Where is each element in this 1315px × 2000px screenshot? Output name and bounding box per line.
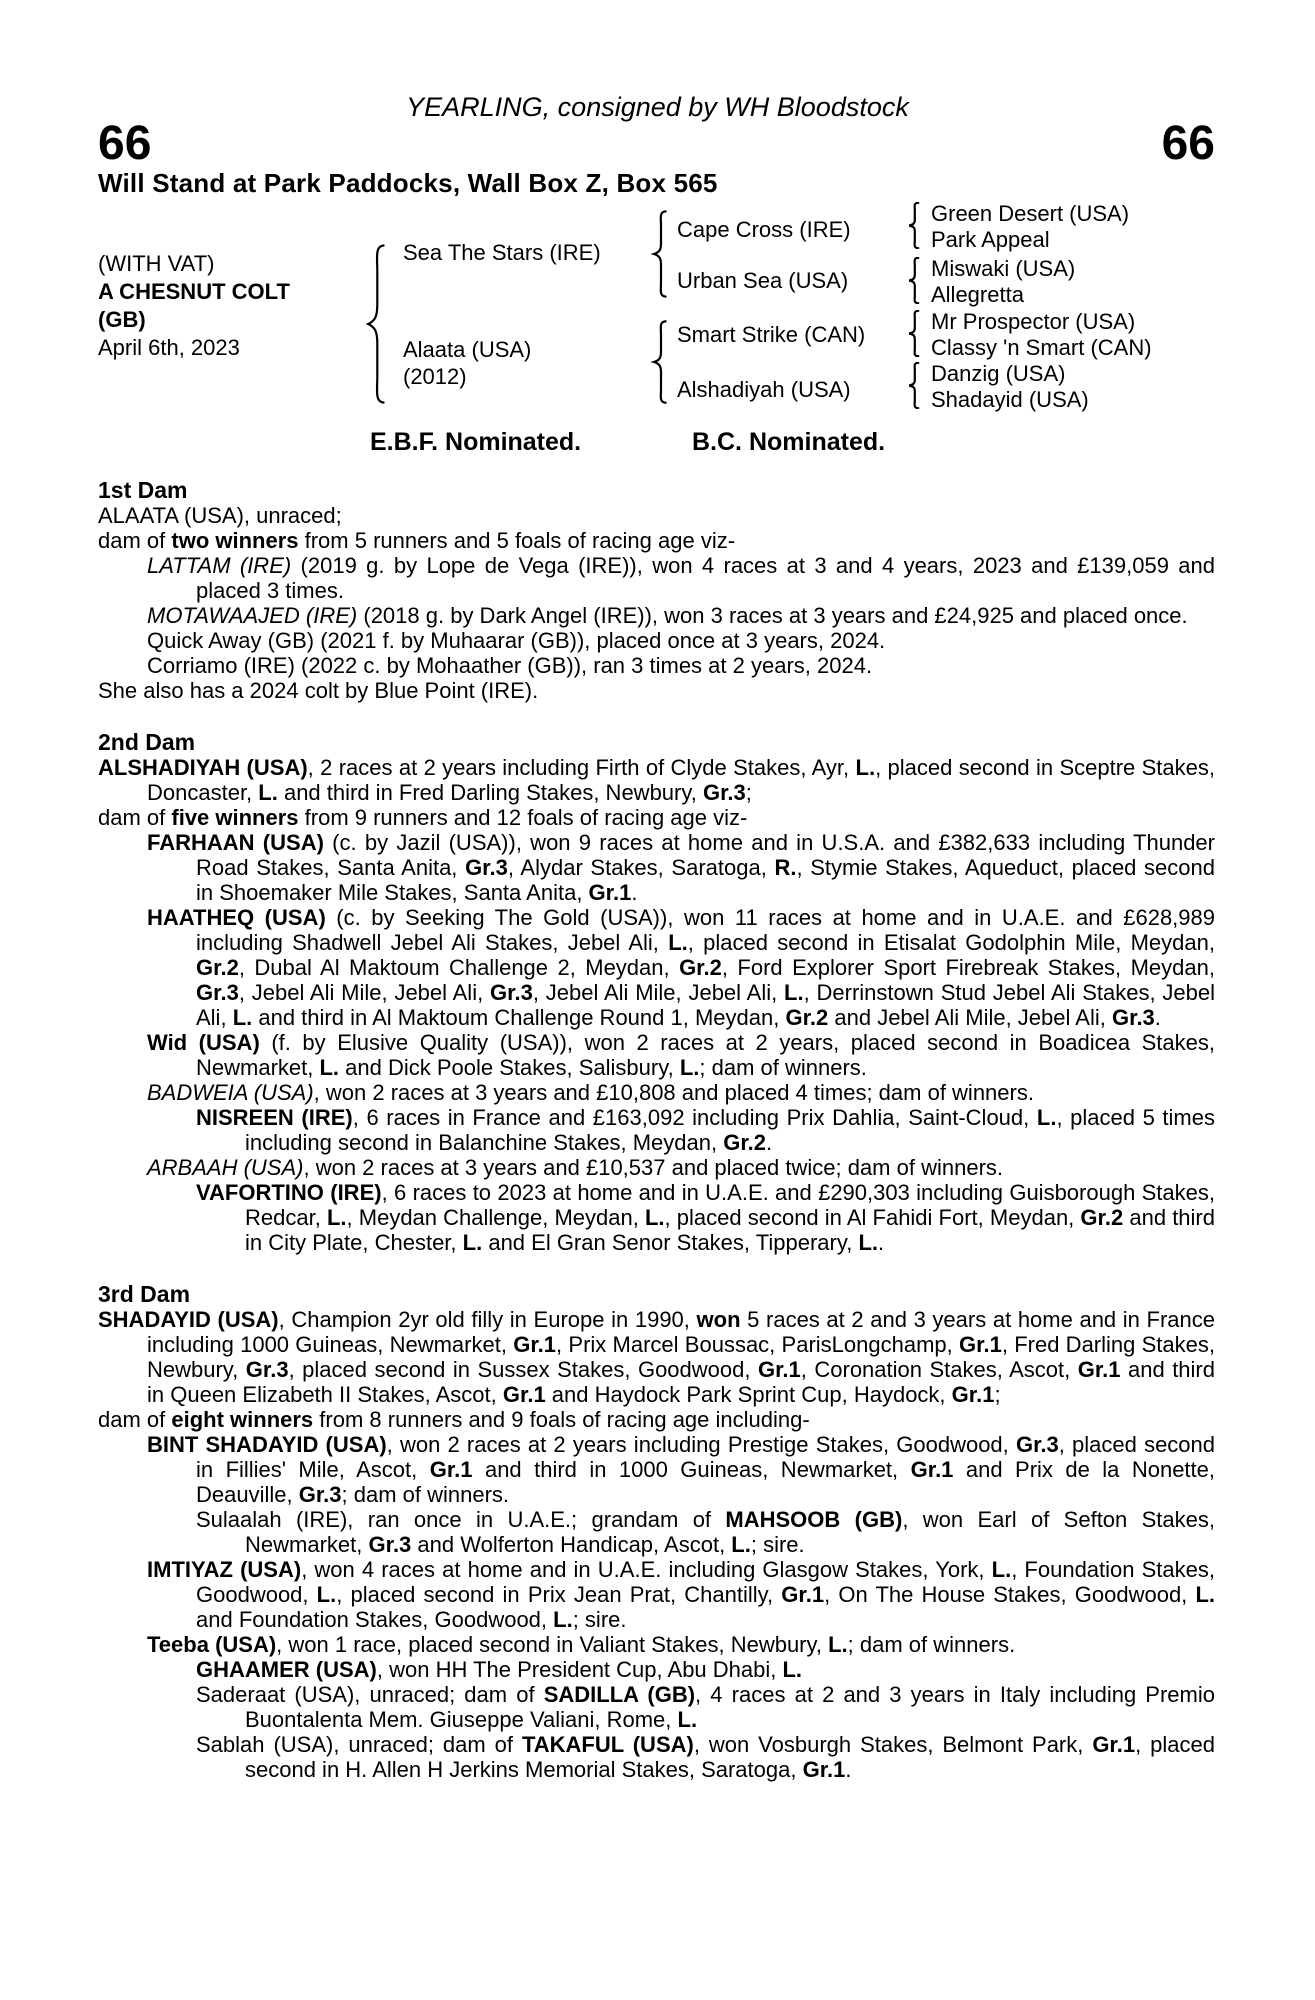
text-segment: GHAAMER (USA) bbox=[196, 1657, 377, 1682]
text-segment: , Fred Darling Stakes, Newbury, bbox=[147, 1332, 1215, 1382]
text-segment: L. bbox=[1195, 1582, 1215, 1607]
text-segment: , Jebel Ali Mile, Jebel Ali, bbox=[238, 980, 491, 1005]
text-segment: . bbox=[878, 1230, 885, 1255]
text-segment: L. bbox=[858, 1230, 879, 1255]
pedigree-paragraph bbox=[98, 1657, 1215, 1682]
text-segment: Saderaat (USA), unraced; dam of bbox=[196, 1682, 544, 1707]
text-segment: , Prix Marcel Boussac, ParisLongchamp, bbox=[556, 1332, 960, 1357]
text-segment: (f. by Elusive Quality (USA)), won 2 races at 2 years, placed second in Boadicea Stakes, Newmarket, bbox=[196, 1030, 1215, 1080]
sire-name: Sea The Stars (IRE) bbox=[403, 240, 601, 265]
pedigree-brace bbox=[363, 243, 389, 405]
text-segment: , placed second in Sussex Stakes, Goodwood, bbox=[288, 1357, 758, 1382]
dam-year: (2012) bbox=[403, 364, 467, 389]
text-segment: ; dam of winners. bbox=[341, 1482, 510, 1507]
text-segment: , won 1 race, placed second in Valiant Stakes, Newbury, bbox=[276, 1632, 829, 1657]
text-segment: L. bbox=[784, 980, 804, 1005]
text-segment: L. bbox=[731, 1532, 751, 1557]
stand-location-line: Will Stand at Park Paddocks, Wall Box Z, Box 565 bbox=[98, 168, 718, 198]
text-segment: L. bbox=[232, 1005, 253, 1030]
lot-number-right: 66 bbox=[1161, 117, 1215, 170]
text-segment: L. bbox=[462, 1230, 483, 1255]
text-segment: from 8 runners and 9 foals of racing age including- bbox=[313, 1407, 810, 1432]
pedigree-paragraph bbox=[98, 553, 1215, 603]
pedigree-brace bbox=[906, 202, 922, 249]
text-segment: Sablah (USA), unraced; dam of bbox=[196, 1732, 522, 1757]
great-grandparent-pair bbox=[931, 361, 1089, 413]
text-segment: ALAATA (USA), unraced; bbox=[98, 503, 342, 528]
pedigree-paragraph bbox=[98, 503, 1215, 528]
text-segment: L. bbox=[316, 1582, 337, 1607]
great-grandparent-name: Miswaki (USA) bbox=[931, 256, 1076, 281]
text-segment: L. bbox=[258, 780, 278, 805]
subject-block bbox=[98, 250, 290, 362]
great-grandparent-pair bbox=[931, 256, 1075, 308]
text-segment: . bbox=[845, 1757, 852, 1782]
great-grandparent-name: Park Appeal bbox=[931, 227, 1050, 252]
pedigree-paragraph bbox=[98, 1432, 1215, 1507]
pedigree-paragraph bbox=[98, 1180, 1215, 1255]
text-segment: and Wolferton Handicap, Ascot, bbox=[411, 1532, 732, 1557]
lot-number-left: 66 bbox=[98, 117, 152, 170]
grandparent-name: Cape Cross (IRE) bbox=[677, 217, 851, 242]
text-segment: , Foundation Stakes, Goodwood, bbox=[196, 1557, 1215, 1607]
text-segment: and third in Al Maktoum Challenge Round 1, Meydan, bbox=[252, 1005, 786, 1030]
great-grandparent-name: Classy 'n Smart (CAN) bbox=[931, 335, 1152, 360]
text-segment: , won HH The President Cup, Abu Dhabi, bbox=[376, 1657, 783, 1682]
text-segment: won bbox=[696, 1307, 741, 1332]
text-segment: Gr.3 bbox=[245, 1357, 289, 1382]
great-grandparent-pair bbox=[931, 201, 1129, 253]
text-segment: L. bbox=[782, 1657, 803, 1682]
text-segment: Gr.1 bbox=[588, 880, 632, 905]
subject-suffix: (GB) bbox=[98, 307, 146, 332]
page-title: YEARLING, consigned by WH Bloodstock bbox=[406, 92, 909, 122]
text-segment: , placed second in Sceptre Stakes, Doncaster, bbox=[147, 755, 1216, 805]
vat-line: (WITH VAT) bbox=[98, 251, 215, 276]
pedigree-paragraph bbox=[98, 1080, 1215, 1105]
text-segment: (c. by Seeking The Gold (USA)), won 11 races at home and in U.A.E. and £628,989 including Shadwell Jebel Ali Stakes, Jebel Ali, bbox=[196, 905, 1215, 955]
pedigree-paragraph bbox=[98, 628, 1215, 653]
text-segment: HAATHEQ (USA) bbox=[147, 905, 326, 930]
text-segment: two winners bbox=[171, 528, 299, 553]
text-segment: Gr.1 bbox=[959, 1332, 1002, 1357]
text-segment: and Jebel Ali Mile, Jebel Ali, bbox=[828, 1005, 1112, 1030]
text-segment: and Dick Poole Stakes, Salisbury, bbox=[339, 1055, 680, 1080]
text-segment: , won 2 races at 3 years and £10,808 and placed 4 times; dam of winners. bbox=[313, 1080, 1034, 1105]
text-segment: Gr.2 bbox=[1080, 1205, 1124, 1230]
text-segment: , 6 races in France and £163,092 including Prix Dahlia, Saint-Cloud, bbox=[352, 1105, 1037, 1130]
text-segment: , 4 races at 2 and 3 years in Italy including Premio Buontalenta Mem. Giuseppe Valiani, Rome, bbox=[245, 1682, 1215, 1732]
text-segment: , placed second in Fillies' Mile, Ascot, bbox=[196, 1432, 1216, 1482]
text-segment: Gr.3 bbox=[196, 980, 239, 1005]
text-segment: , placed second in Etisalat Godolphin Mile, Meydan, bbox=[687, 930, 1215, 955]
great-grandparent-name: Allegretta bbox=[931, 282, 1024, 307]
text-segment: Gr.1 bbox=[1092, 1732, 1136, 1757]
text-segment: Wid (USA) bbox=[147, 1030, 260, 1055]
text-segment: SHADAYID (USA) bbox=[98, 1307, 279, 1332]
dam-section-heading: 2nd Dam bbox=[98, 729, 196, 755]
text-segment: from 9 runners and 12 foals of racing age viz- bbox=[298, 805, 748, 830]
pedigree-paragraph bbox=[98, 1155, 1215, 1180]
text-segment: , placed second in Al Fahidi Fort, Meydan, bbox=[664, 1205, 1081, 1230]
text-segment: Gr.3 bbox=[702, 780, 746, 805]
pedigree-paragraph bbox=[98, 1030, 1215, 1080]
text-segment: Gr.3 bbox=[298, 1482, 342, 1507]
text-segment: dam of bbox=[98, 805, 172, 830]
text-segment: Gr.1 bbox=[502, 1382, 546, 1407]
pedigree-brace bbox=[650, 320, 670, 404]
text-segment: and El Gran Senor Stakes, Tipperary, bbox=[482, 1230, 859, 1255]
text-segment: TAKAFUL (USA) bbox=[521, 1732, 694, 1757]
great-grandparent-name: Green Desert (USA) bbox=[931, 201, 1130, 226]
text-segment: L. bbox=[991, 1557, 1012, 1582]
grandparent-name: Urban Sea (USA) bbox=[677, 268, 849, 293]
dam-sections bbox=[98, 478, 1215, 1782]
text-segment: eight winners bbox=[171, 1407, 314, 1432]
text-segment: MOTAWAAJED (IRE) bbox=[147, 603, 358, 628]
text-segment: Sulaalah (IRE), ran once in U.A.E.; grandam of bbox=[196, 1507, 726, 1532]
text-segment: (2019 g. by Lope de Vega (IRE)), won 4 races at 3 and 4 years, 2023 and £139,059 and placed 3 times. bbox=[196, 553, 1215, 603]
pedigree-paragraph bbox=[98, 1557, 1215, 1632]
pedigree-paragraph bbox=[98, 678, 1215, 703]
text-segment: Gr.2 bbox=[679, 955, 722, 980]
dam-section bbox=[98, 478, 1215, 703]
text-segment: L. bbox=[1036, 1105, 1057, 1130]
dam-name: Alaata (USA) bbox=[403, 337, 532, 362]
pedigree-paragraph bbox=[98, 653, 1215, 678]
text-segment: Gr.2 bbox=[723, 1130, 767, 1155]
text-segment: . bbox=[631, 880, 638, 905]
pedigree-paragraph bbox=[98, 1682, 1215, 1732]
text-segment: L. bbox=[326, 1205, 347, 1230]
text-segment: , Stymie Stakes, Aqueduct, placed second in Shoemaker Mile Stakes, Santa Anita, bbox=[196, 855, 1215, 905]
text-segment: , placed second in H. Allen H Jerkins Memorial Stakes, Saratoga, bbox=[245, 1732, 1216, 1782]
pedigree-paragraph bbox=[98, 755, 1215, 805]
text-segment: Gr.2 bbox=[785, 1005, 829, 1030]
great-grandparent-name: Mr Prospector (USA) bbox=[931, 309, 1136, 334]
text-segment: R. bbox=[774, 855, 797, 880]
text-segment: , won Earl of Sefton Stakes, Newmarket, bbox=[245, 1507, 1216, 1557]
ebf-nominated-label: E.B.F. Nominated. bbox=[370, 428, 582, 456]
pedigree-paragraph bbox=[98, 1105, 1215, 1155]
pedigree-paragraph bbox=[98, 1732, 1215, 1782]
text-segment: Gr.3 bbox=[1111, 1005, 1155, 1030]
text-segment: L. bbox=[679, 1055, 700, 1080]
pedigree-brace bbox=[906, 362, 922, 409]
text-segment: from 5 runners and 5 foals of racing age viz- bbox=[298, 528, 736, 553]
text-segment: Teeba (USA) bbox=[147, 1632, 277, 1657]
pedigree-paragraph bbox=[98, 905, 1215, 1030]
dam-section bbox=[98, 1282, 1215, 1782]
text-segment: ; bbox=[745, 780, 752, 805]
pedigree-paragraph bbox=[98, 1507, 1215, 1557]
text-segment: Gr.2 bbox=[196, 955, 239, 980]
text-segment: , won 2 races at 3 years and £10,537 and placed twice; dam of winners. bbox=[303, 1155, 1004, 1180]
dam-block bbox=[403, 336, 531, 390]
text-segment: ; dam of winners. bbox=[847, 1632, 1016, 1657]
text-segment: and third in 1000 Guineas, Newmarket, bbox=[472, 1457, 911, 1482]
text-segment: , 6 races to 2023 at home and in U.A.E. and £290,303 including Guisborough Stakes, Redcar, bbox=[245, 1180, 1216, 1230]
text-segment: Gr.3 bbox=[1015, 1432, 1059, 1457]
text-segment: Gr.3 bbox=[465, 855, 508, 880]
text-segment: MAHSOOB (GB) bbox=[725, 1507, 903, 1532]
text-segment: BINT SHADAYID (USA) bbox=[147, 1432, 387, 1457]
text-segment: Quick Away (GB) (2021 f. by Muhaarar (GB)), placed once at 3 years, 2024. bbox=[147, 628, 886, 653]
text-segment: , Champion 2yr old filly in Europe in 1990, bbox=[278, 1307, 697, 1332]
dam-section-heading: 1st Dam bbox=[98, 477, 188, 503]
dam-section-heading: 3rd Dam bbox=[98, 1281, 191, 1307]
text-segment: Gr.1 bbox=[802, 1757, 846, 1782]
pedigree-paragraph bbox=[98, 528, 1215, 553]
text-segment: . bbox=[1154, 1005, 1161, 1030]
text-segment: , won Vosburgh Stakes, Belmont Park, bbox=[693, 1732, 1093, 1757]
text-segment: L. bbox=[644, 1205, 665, 1230]
text-segment: SADILLA (GB) bbox=[543, 1682, 696, 1707]
text-segment: and third in Fred Darling Stakes, Newbury, bbox=[277, 780, 703, 805]
text-segment: Gr.1 bbox=[429, 1457, 473, 1482]
text-segment: ; bbox=[994, 1382, 1001, 1407]
text-segment: , placed second in Prix Jean Prat, Chantilly, bbox=[336, 1582, 782, 1607]
text-segment: 5 races at 2 and 3 years at home and in France including 1000 Guineas, Newmarket, bbox=[147, 1307, 1216, 1357]
text-segment: ALSHADIYAH (USA) bbox=[98, 755, 308, 780]
text-segment: dam of bbox=[98, 1407, 172, 1432]
text-segment: L. bbox=[668, 930, 688, 955]
subject-name: A CHESNUT COLT bbox=[98, 279, 290, 304]
text-segment: and third in City Plate, Chester, bbox=[245, 1205, 1215, 1255]
text-segment: Gr.3 bbox=[490, 980, 533, 1005]
text-segment: Gr.1 bbox=[781, 1582, 825, 1607]
text-segment: , placed 5 times including second in Balanchine Stakes, Meydan, bbox=[245, 1105, 1215, 1155]
text-segment: She also has a 2024 colt by Blue Point (IRE). bbox=[98, 678, 539, 703]
foaling-date: April 6th, 2023 bbox=[98, 335, 240, 360]
great-grandparent-pair bbox=[931, 309, 1152, 361]
text-segment: L. bbox=[855, 755, 876, 780]
text-segment: , Dubal Al Maktoum Challenge 2, Meydan, bbox=[238, 955, 680, 980]
bc-nominated-label: B.C. Nominated. bbox=[692, 428, 886, 456]
text-segment: L. bbox=[319, 1055, 340, 1080]
pedigree-paragraph bbox=[98, 1407, 1215, 1432]
text-segment: Gr.1 bbox=[757, 1357, 801, 1382]
pedigree-paragraph bbox=[98, 603, 1215, 628]
grandparent-name: Smart Strike (CAN) bbox=[677, 322, 866, 347]
text-segment: ARBAAH (USA) bbox=[147, 1155, 304, 1180]
text-segment: NISREEN (IRE) bbox=[196, 1105, 353, 1130]
text-segment: ; dam of winners. bbox=[699, 1055, 867, 1080]
text-segment: , Alydar Stakes, Saratoga, bbox=[507, 855, 775, 880]
text-segment: , 2 races at 2 years including Firth of Clyde Stakes, Ayr, bbox=[307, 755, 856, 780]
text-segment: Gr.1 bbox=[951, 1382, 995, 1407]
pedigree-paragraph bbox=[98, 1632, 1215, 1657]
text-segment: Corriamo (IRE) (2022 c. by Mohaather (GB)), ran 3 times at 2 years, 2024. bbox=[147, 653, 873, 678]
pedigree-brace bbox=[906, 257, 922, 304]
text-segment: (c. by Jazil (USA)), won 9 races at home and in U.S.A. and £382,633 including Thunder Road Stakes, Santa Anita, bbox=[196, 830, 1215, 880]
text-segment: (2018 g. by Dark Angel (IRE)), won 3 races at 3 years and £24,925 and placed once. bbox=[357, 603, 1188, 628]
text-segment: Gr.3 bbox=[368, 1532, 412, 1557]
pedigree-brace bbox=[906, 310, 922, 357]
grandparent-name: Alshadiyah (USA) bbox=[677, 377, 851, 402]
text-segment: and third in Queen Elizabeth II Stakes, Ascot, bbox=[147, 1357, 1215, 1407]
text-segment: five winners bbox=[171, 805, 299, 830]
great-grandparent-name: Danzig (USA) bbox=[931, 361, 1066, 386]
text-segment: , won 4 races at home and in U.A.E. including Glasgow Stakes, York, bbox=[301, 1557, 992, 1582]
dam-section bbox=[98, 730, 1215, 1255]
great-grandparent-name: Shadayid (USA) bbox=[931, 387, 1089, 412]
pedigree-paragraph bbox=[98, 830, 1215, 905]
text-segment: LATTAM (IRE) bbox=[147, 553, 292, 578]
text-segment: Gr.1 bbox=[513, 1332, 557, 1357]
text-segment: and Prix de la Nonette, Deauville, bbox=[196, 1457, 1215, 1507]
text-segment: , On The House Stakes, Goodwood, bbox=[824, 1582, 1196, 1607]
text-segment: L. bbox=[553, 1607, 573, 1632]
pedigree-paragraph bbox=[98, 1307, 1215, 1407]
text-segment: L. bbox=[828, 1632, 848, 1657]
text-segment: VAFORTINO (IRE) bbox=[196, 1180, 382, 1205]
text-segment: , Derrinstown Stud Jebel Ali Stakes, Jebel Ali, bbox=[196, 980, 1215, 1030]
text-segment: . bbox=[766, 1130, 773, 1155]
text-segment: , Ford Explorer Sport Firebreak Stakes, Meydan, bbox=[721, 955, 1215, 980]
text-segment: IMTIYAZ (USA) bbox=[147, 1557, 302, 1582]
text-segment: and Foundation Stakes, Goodwood, bbox=[196, 1607, 554, 1632]
text-segment: ; sire. bbox=[572, 1607, 627, 1632]
text-segment: dam of bbox=[98, 528, 172, 553]
text-segment: FARHAAN (USA) bbox=[147, 830, 324, 855]
text-segment: , Coronation Stakes, Ascot, bbox=[800, 1357, 1078, 1382]
text-segment: , Jebel Ali Mile, Jebel Ali, bbox=[532, 980, 785, 1005]
pedigree-paragraph bbox=[98, 805, 1215, 830]
pedigree-brace bbox=[650, 210, 670, 298]
text-segment: and Haydock Park Sprint Cup, Haydock, bbox=[545, 1382, 952, 1407]
text-segment: , won 2 races at 2 years including Prestige Stakes, Goodwood, bbox=[386, 1432, 1016, 1457]
text-segment: Gr.1 bbox=[1077, 1357, 1121, 1382]
text-segment: BADWEIA (USA) bbox=[147, 1080, 314, 1105]
text-segment: Gr.1 bbox=[910, 1457, 954, 1482]
text-segment: ; sire. bbox=[750, 1532, 805, 1557]
text-segment: L. bbox=[677, 1707, 698, 1732]
text-segment: , Meydan Challenge, Meydan, bbox=[346, 1205, 645, 1230]
